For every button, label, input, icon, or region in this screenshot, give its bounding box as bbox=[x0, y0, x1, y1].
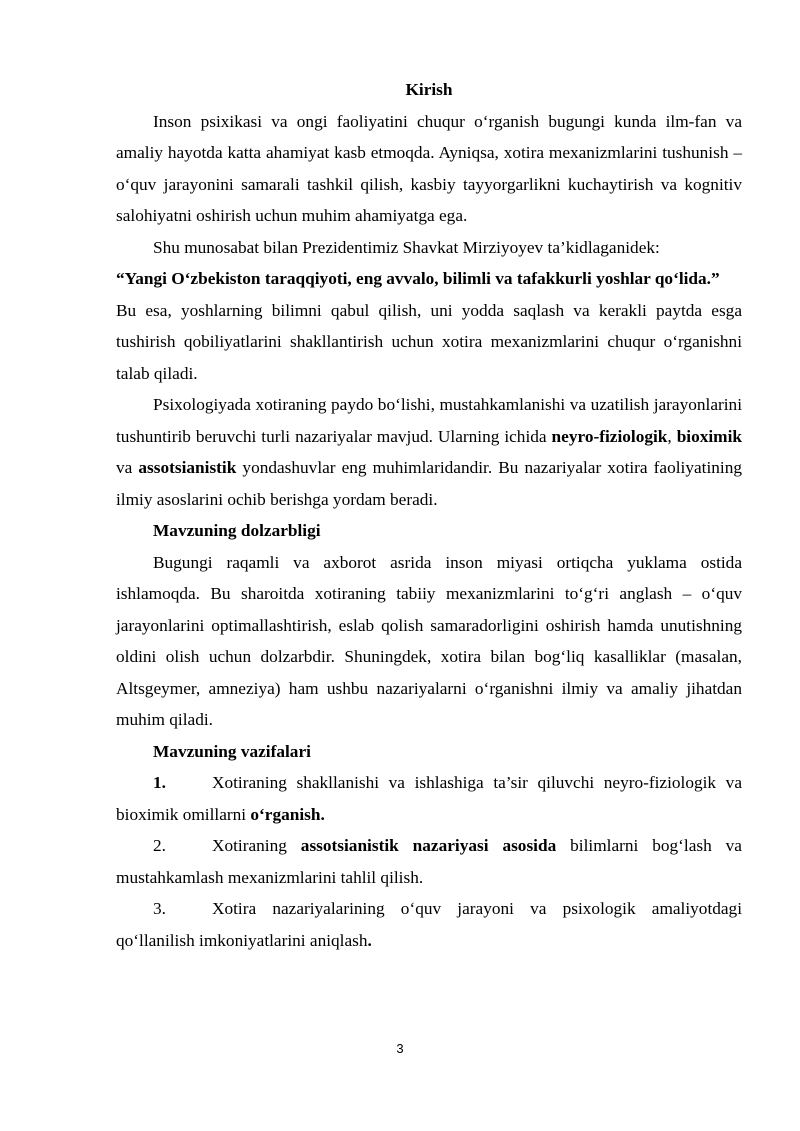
task-bold: . bbox=[367, 930, 372, 950]
relevance-heading: Mavzuning dolzarbligi bbox=[153, 521, 321, 540]
task-text: Xotira nazariyalarining o‘quv jarayoni va psixologik amaliyotdagi qo‘llanilish imkoniyatlarini aniqlash bbox=[116, 899, 742, 950]
president-quote bbox=[116, 263, 742, 295]
task-number: 2. bbox=[153, 836, 166, 855]
task-number: 3. bbox=[153, 899, 166, 918]
task-item-1 bbox=[116, 767, 742, 830]
p4-bold-neyro: neyro-fiziologik bbox=[551, 426, 668, 446]
p4-bold-assotsianistik: assotsianistik bbox=[138, 458, 237, 477]
tasks-heading: Mavzuning vazifalari bbox=[153, 741, 311, 761]
task-bold: assotsianistik nazariyasi asosida bbox=[300, 836, 557, 855]
p4-bold-bioximik: bioximik bbox=[676, 426, 742, 446]
intro-paragraph-2: Shu munosabat bilan Prezidentimiz Shavkat Mirziyoyev ta’kidlaganidek: bbox=[153, 237, 660, 257]
intro-paragraph-3: Bu esa, yoshlarning bilimni qabul qilish, uni yodda saqlash va kerakli paytda esga tushirish qobiliyatlarini shakllantirish uchun xotira mexanizmlarini chuqur o‘rganishni talab qiladi. bbox=[116, 300, 742, 383]
task-item-3 bbox=[116, 893, 742, 956]
page-number: 3 bbox=[396, 1041, 404, 1056]
task-text: Xotiraning bbox=[212, 836, 301, 855]
relevance-paragraph: Bugungi raqamli va axborot asrida inson miyasi ortiqcha yuklama ostida ishlamoqda. Bu sharoitda xotiraning tabiiy mexanizmlarini to‘g‘ri anglash – o‘quv jarayonlarini optimallashtirish, eslab qolish samaradorligini oshirish hamda unutishning oldini olish uchun dolzarbdir. Shuningdek, xotira bilan bog‘liq kasalliklar (masalan, Altsgeymer, amneziya) ham ushbu nazariyalarni o‘rganishni ilmiy va amaliy jihatdan muhim qiladi. bbox=[116, 552, 742, 729]
task-number: 1. bbox=[153, 773, 166, 792]
task-text-end: bilimlarni bog‘lash va mustahkamlash mexanizmlarini tahlil qilish. bbox=[116, 836, 742, 887]
section-title: Kirish bbox=[405, 80, 453, 99]
document-page bbox=[116, 74, 742, 956]
task-bold: o‘rganish. bbox=[250, 804, 325, 824]
p4-text-a: Psixologiyada xotiraning paydo bo‘lishi, mustahkamlanishi va uzatilish jarayonlarini tushuntirib beruvchi turli nazariyalar mavjud. Ularning ichida bbox=[116, 395, 742, 446]
intro-paragraph-4 bbox=[116, 389, 742, 515]
quote-text: “Yangi O‘zbekiston taraqqiyoti, eng avvalo, bilimli va tafakkurli yoshlar qo‘lida.” bbox=[116, 269, 720, 288]
task-text: Xotiraning shakllanishi va ishlashiga ta’sir qiluvchi neyro-fiziologik va bioximik omillarni bbox=[116, 773, 742, 824]
p4-text-c: , bbox=[667, 426, 677, 446]
task-item-2 bbox=[116, 830, 742, 893]
p4-text-e: yondashuvlar eng muhimlaridandir. Bu nazariyalar xotira faoliyatining ilmiy asoslarini ochib berishga yordam beradi. bbox=[116, 458, 742, 509]
intro-paragraph-1: Inson psixikasi va ongi faoliyatini chuqur o‘rganish bugungi kunda ilm-fan va amaliy hayotda katta ahamiyat kasb etmoqda. Ayniqsa, xotira mexanizmlarini tushunish – o‘quv jarayonini samarali tashkil qilish, kasbiy tayyorgarlikni kuchaytirish va kognitiv salohiyatni oshirish uchun muhim ahamiyatga ega. bbox=[116, 111, 742, 225]
p4-text-d: va bbox=[116, 458, 139, 477]
